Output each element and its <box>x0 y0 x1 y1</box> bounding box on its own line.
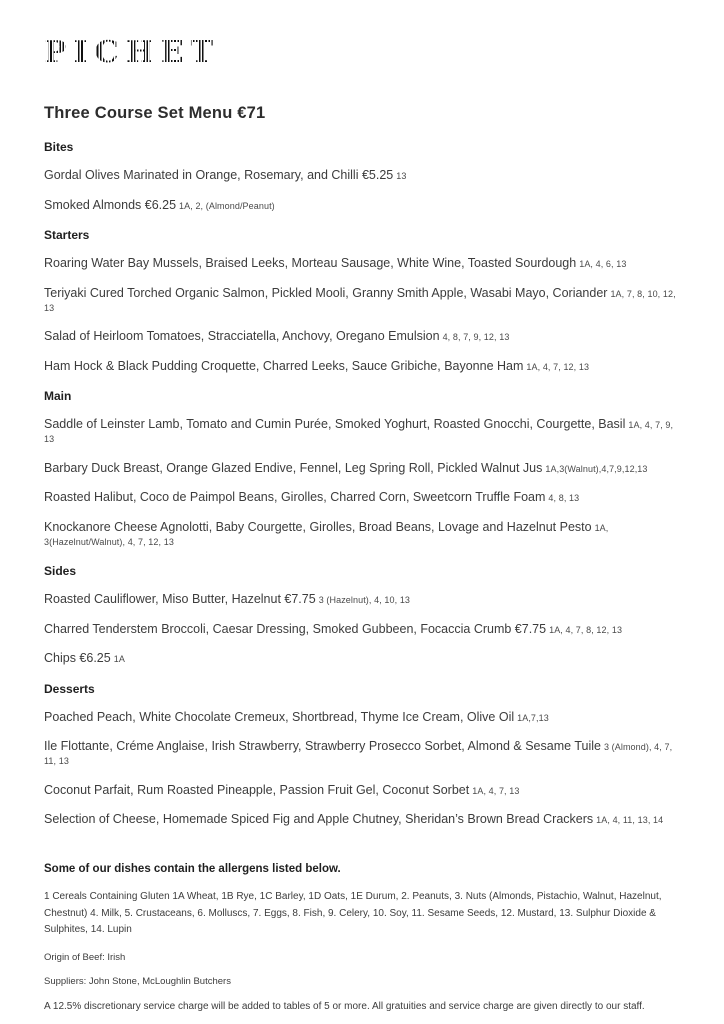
menu-item <box>44 784 680 798</box>
menu-item-allergens: 4, 8, 13 <box>548 493 580 503</box>
menu-item-text: Barbary Duck Breast, Orange Glazed Endive, Fennel, Leg Spring Roll, Pickled Walnut Jus <box>44 460 543 475</box>
menu-item-allergens: 1A, 4, 7, 9, 13 <box>44 420 674 444</box>
menu-item-text: Selection of Cheese, Homemade Spiced Fig and Apple Chutney, Sheridan’s Brown Bread Crackers <box>44 812 594 826</box>
menu-item <box>44 593 680 607</box>
menu-item-text: Saddle of Leinster Lamb, Tomato and Cumin Purée, Smoked Yoghurt, Roasted Gnocchi, Courgette, Basil <box>44 417 626 431</box>
section-title-main: Main <box>44 389 72 403</box>
menu-item <box>44 491 680 505</box>
menu-item-allergens: 1A, 4, 7, 8, 12, 13 <box>549 624 623 635</box>
allergen-heading: Some of our dishes contain the allergens listed below. <box>44 863 341 875</box>
menu-item-text: Roasted Cauliflower, Miso Butter, Hazelnut €7.75 <box>44 592 316 606</box>
menu-item-text: Gordal Olives Marinated in Orange, Rosemary, and Chilli €5.25 <box>44 168 394 182</box>
menu-item-allergens: 1A <box>113 654 125 664</box>
menu-item <box>44 418 680 446</box>
menu-item-allergens: 1A,7,13 <box>517 712 549 723</box>
menu-item-allergens: 1A, 4, 7, 13 <box>472 785 520 796</box>
allergen-legend: 1 Cereals Containing Gluten 1A Wheat, 1B Rye, 1C Barley, 1D Oats, 1E Durum, 2. Peanuts, 3. Nuts (Almonds, Pistachio, Walnut, Hazelnut, Chestnut) 4. Milk, 5. Crustaceans, 6. Molluscs, 7. Eggs, 8. Fish, 9. Celery, 10. Soy, 11. Sesame Seeds, 12. Mustard, 13. Sulphur Dioxide & Sulphites, 14. Lupin <box>44 891 662 935</box>
menu-item-text: Knockanore Cheese Agnolotti, Baby Courgette, Girolles, Broad Beans, Lovage and Hazelnut Pesto <box>44 519 592 534</box>
menu-item-text: Charred Tenderstem Broccoli, Caesar Dressing, Smoked Gubbeen, Focaccia Crumb €7.75 <box>44 621 547 636</box>
menu-item-allergens: 1A, 7, 8, 10, 12, 13 <box>44 288 676 313</box>
menu-item <box>44 623 680 637</box>
menu-item-allergens: 13 <box>396 171 407 181</box>
menu-item <box>44 521 680 549</box>
menu-item-text: Smoked Almonds €6.25 <box>44 197 177 212</box>
menu-item-text: Ham Hock & Black Pudding Croquette, Charred Leeks, Sauce Gribiche, Bayonne Ham <box>44 358 524 373</box>
menu-title: Three Course Set Menu €71 <box>44 104 266 122</box>
service-charge-note: A 12.5% discretionary service charge will be added to tables of 5 or more. All gratuities and service charge are given directly to our staff. <box>44 1000 645 1012</box>
menu-footer <box>44 863 680 1013</box>
section-title-starters: Starters <box>44 228 90 242</box>
menu-item <box>44 330 680 344</box>
section-title-bites: Bites <box>44 140 74 154</box>
menu-item <box>44 740 680 768</box>
menu-item-text: Coconut Parfait, Rum Roasted Pineapple, Passion Fruit Gel, Coconut Sorbet <box>44 782 470 797</box>
menu-item <box>44 711 680 725</box>
menu-item <box>44 462 680 476</box>
menu-item <box>44 169 680 183</box>
origin-note: Origin of Beef: Irish <box>44 951 126 963</box>
menu-item-allergens: 3 (Hazelnut), 4, 10, 13 <box>318 595 411 605</box>
menu-item-allergens: 1A, 4, 6, 13 <box>579 259 627 269</box>
menu-item-text: Roasted Halibut, Coco de Paimpol Beans, Girolles, Charred Corn, Sweetcorn Truffle Foam <box>44 490 546 504</box>
menu-item-allergens: 3 (Almond), 4, 7, 11, 13 <box>44 742 673 766</box>
menu-item <box>44 813 680 827</box>
menu-item-allergens: 1A, 3(Hazelnut/Walnut), 4, 7, 12, 13 <box>44 522 609 547</box>
menu-item <box>44 652 680 666</box>
suppliers-note: Suppliers: John Stone, McLoughlin Butchers <box>44 975 231 987</box>
menu-item <box>44 257 680 271</box>
menu-item-text: Poached Peach, White Chocolate Cremeux, Shortbread, Thyme Ice Cream, Olive Oil <box>44 709 515 724</box>
section-title-sides: Sides <box>44 564 77 578</box>
menu-item-allergens: 1A, 4, 7, 12, 13 <box>526 361 590 372</box>
menu-item-text: Teriyaki Cured Torched Organic Salmon, Pickled Mooli, Granny Smith Apple, Wasabi Mayo, Coriander <box>44 285 608 300</box>
menu-item-allergens: 4, 8, 7, 9, 12, 13 <box>442 332 510 342</box>
restaurant-logo: PICHET <box>44 35 221 70</box>
menu-item <box>44 287 680 315</box>
menu-item-text: Roaring Water Bay Mussels, Braised Leeks, Morteau Sausage, White Wine, Toasted Sourdough <box>44 256 577 270</box>
menu-item-text: Ile Flottante, Créme Anglaise, Irish Strawberry, Strawberry Prosecco Sorbet, Almond & Sesame Tuile <box>44 739 601 753</box>
menu-item-allergens: 1A,3(Walnut),4,7,9,12,13 <box>545 463 648 474</box>
section-title-desserts: Desserts <box>44 681 95 696</box>
menu-item <box>44 360 680 374</box>
menu-item-text: Chips €6.25 <box>44 651 111 665</box>
menu-item <box>44 199 680 213</box>
menu-item-allergens: 1A, 4, 11, 13, 14 <box>596 815 664 825</box>
menu-item-allergens: 1A, 2, (Almond/Peanut) <box>179 200 275 211</box>
menu-item-text: Salad of Heirloom Tomatoes, Stracciatella, Anchovy, Oregano Emulsion <box>44 329 440 343</box>
